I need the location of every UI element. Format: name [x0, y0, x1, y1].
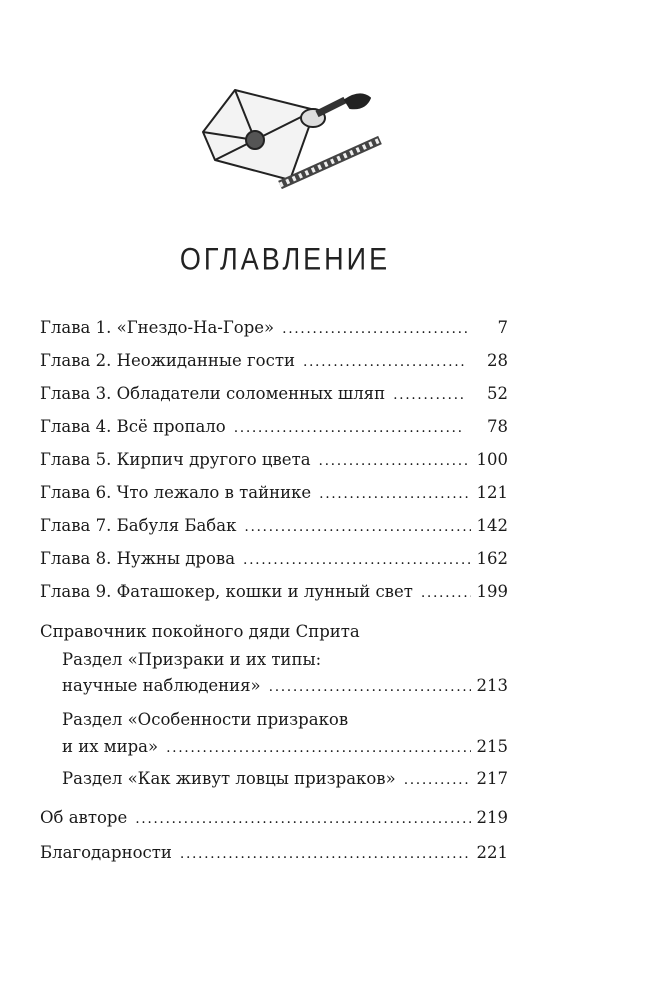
- dot-leader: [319, 486, 470, 502]
- toc-entry-label: Раздел «Как живут ловцы призраков»: [62, 769, 396, 788]
- toc-entry-page: 142: [476, 516, 508, 535]
- toc-entry-label: Глава 6. Что лежало в тайнике: [40, 483, 312, 502]
- toc-entry[interactable]: [62, 676, 508, 700]
- toc-entry-label: Благодарности: [40, 843, 172, 862]
- dot-leader: [393, 387, 465, 403]
- toc-entry[interactable]: [40, 483, 508, 507]
- toc-entry[interactable]: [40, 318, 508, 342]
- toc-entry-label: Глава 9. Фаташокер, кошки и лунный свет: [40, 582, 413, 601]
- dot-leader: [421, 585, 471, 601]
- toc-entry[interactable]: [40, 417, 508, 441]
- toc-entry-page: 162: [476, 549, 508, 568]
- toc-entry-label: и их мира»: [62, 737, 159, 756]
- dot-leader: [319, 453, 471, 469]
- toc-entry-page: 28: [487, 351, 508, 370]
- toc-entry[interactable]: [40, 843, 508, 867]
- dot-leader: [180, 846, 471, 862]
- toc-entry[interactable]: [40, 450, 508, 474]
- toc-entry-label: Глава 3. Обладатели соломенных шляп: [40, 384, 386, 403]
- toc-entry-label: Глава 2. Неожиданные гости: [40, 351, 295, 370]
- toc-entry-page: 199: [476, 582, 508, 601]
- toc-entry[interactable]: [40, 351, 508, 375]
- dot-leader: [244, 519, 470, 535]
- section-title-line: Раздел «Призраки и их типы:: [62, 650, 322, 669]
- dot-leader: [269, 679, 471, 695]
- toc-entry[interactable]: [62, 769, 508, 793]
- toc-entry-label: Глава 7. Бабуля Бабак: [40, 516, 237, 535]
- dot-leader: [282, 321, 468, 337]
- dot-leader: [243, 552, 470, 568]
- toc-entry-page: 217: [476, 769, 508, 788]
- toc-entry[interactable]: [62, 737, 508, 761]
- toc-entry[interactable]: [40, 516, 508, 540]
- toc-entry-page: 219: [476, 808, 508, 827]
- toc-entry-label: Глава 1. «Гнездо-На-Горе»: [40, 318, 275, 337]
- toc-entry-page: 121: [476, 483, 508, 502]
- dot-leader: [404, 772, 471, 788]
- toc-entry[interactable]: [40, 549, 508, 573]
- toc-entry[interactable]: [40, 808, 508, 832]
- toc-entry-label: научные наблюдения»: [62, 676, 261, 695]
- toc-entry-label: Глава 5. Кирпич другого цвета: [40, 450, 311, 469]
- toc-entry-label: Об авторе: [40, 808, 128, 827]
- toc-entry-page: 213: [476, 676, 508, 695]
- toc-entry-page: 100: [476, 450, 508, 469]
- section-title-line: Раздел «Особенности призраков: [62, 710, 349, 729]
- toc-entry[interactable]: [40, 582, 508, 606]
- toc-entry-page: 78: [487, 417, 508, 436]
- dot-leader: [234, 420, 465, 436]
- toc-entry-page: 7: [497, 318, 508, 337]
- toc-entry-label: Глава 8. Нужны дрова: [40, 549, 236, 568]
- toc-entry-page: 215: [476, 737, 508, 756]
- page-title: ОГЛАВЛЕНИЕ: [179, 241, 391, 277]
- toc-entry-label: Глава 4. Всё пропало: [40, 417, 226, 436]
- toc-entry[interactable]: [40, 384, 508, 408]
- toc-entry-page: 52: [487, 384, 508, 403]
- envelope-seal-illustration: [195, 70, 395, 200]
- handbook-title[interactable]: Справочник покойного дяди Сприта: [40, 622, 360, 641]
- dot-leader: [303, 354, 465, 370]
- dot-leader: [135, 811, 470, 827]
- toc-entry-page: 221: [476, 843, 508, 862]
- dot-leader: [166, 740, 470, 756]
